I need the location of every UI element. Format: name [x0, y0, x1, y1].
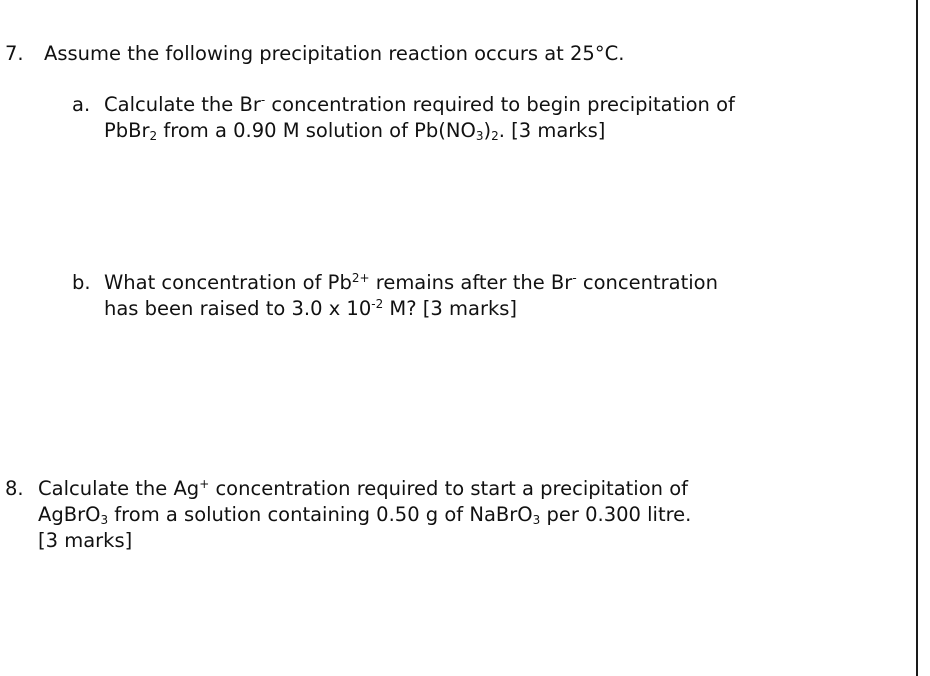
subscript: 3	[100, 513, 109, 527]
question-7a-line-2	[104, 118, 605, 143]
subscript: 3	[532, 513, 541, 527]
text-segment: has been raised to 3.0 x 10	[104, 297, 372, 320]
text-segment: from a solution containing 0.50 g of NaBrO	[108, 503, 533, 526]
text-segment: concentration	[576, 271, 718, 294]
subscript: 2	[149, 129, 158, 143]
text-segment: remains after the Br	[369, 271, 573, 294]
text-segment: M? [3 marks]	[383, 297, 518, 320]
text-segment: per 0.300 litre.	[540, 503, 692, 526]
text-segment: PbBr	[104, 119, 150, 142]
question-7b-letter: b.	[72, 271, 91, 294]
question-7a-line-1	[104, 92, 735, 117]
text-segment: Calculate the Br	[104, 93, 261, 116]
text-segment: )	[483, 119, 492, 142]
question-8-line-2	[38, 502, 691, 527]
text-segment: . [3 marks]	[498, 119, 606, 142]
text-segment: Calculate the Ag	[38, 477, 200, 500]
question-7b-line-1	[104, 270, 718, 295]
subscript: 2	[491, 129, 499, 143]
question-7-stem: Assume the following precipitation reaction occurs at 25°C.	[44, 42, 625, 65]
question-8-line-3: [3 marks]	[38, 529, 133, 552]
text-segment: from a 0.90 M solution of Pb(NO	[157, 119, 476, 142]
text-segment: concentration required to start a precipitation of	[209, 477, 688, 500]
text-segment: AgBrO	[38, 503, 101, 526]
page-right-border	[916, 0, 918, 676]
question-7a-letter: a.	[72, 93, 91, 116]
subscript: 3	[475, 129, 484, 143]
superscript: +	[199, 477, 210, 491]
superscript: -	[572, 271, 577, 285]
superscript: -2	[371, 297, 384, 311]
question-7-number: 7.	[5, 42, 24, 65]
question-8-line-1	[38, 476, 688, 501]
question-8-number: 8.	[5, 477, 24, 500]
question-7b-line-2	[104, 296, 517, 321]
text-segment: concentration required to begin precipitation of	[265, 93, 735, 116]
superscript: -	[260, 93, 266, 107]
superscript: 2+	[351, 271, 370, 285]
text-segment: What concentration of Pb	[104, 271, 352, 294]
